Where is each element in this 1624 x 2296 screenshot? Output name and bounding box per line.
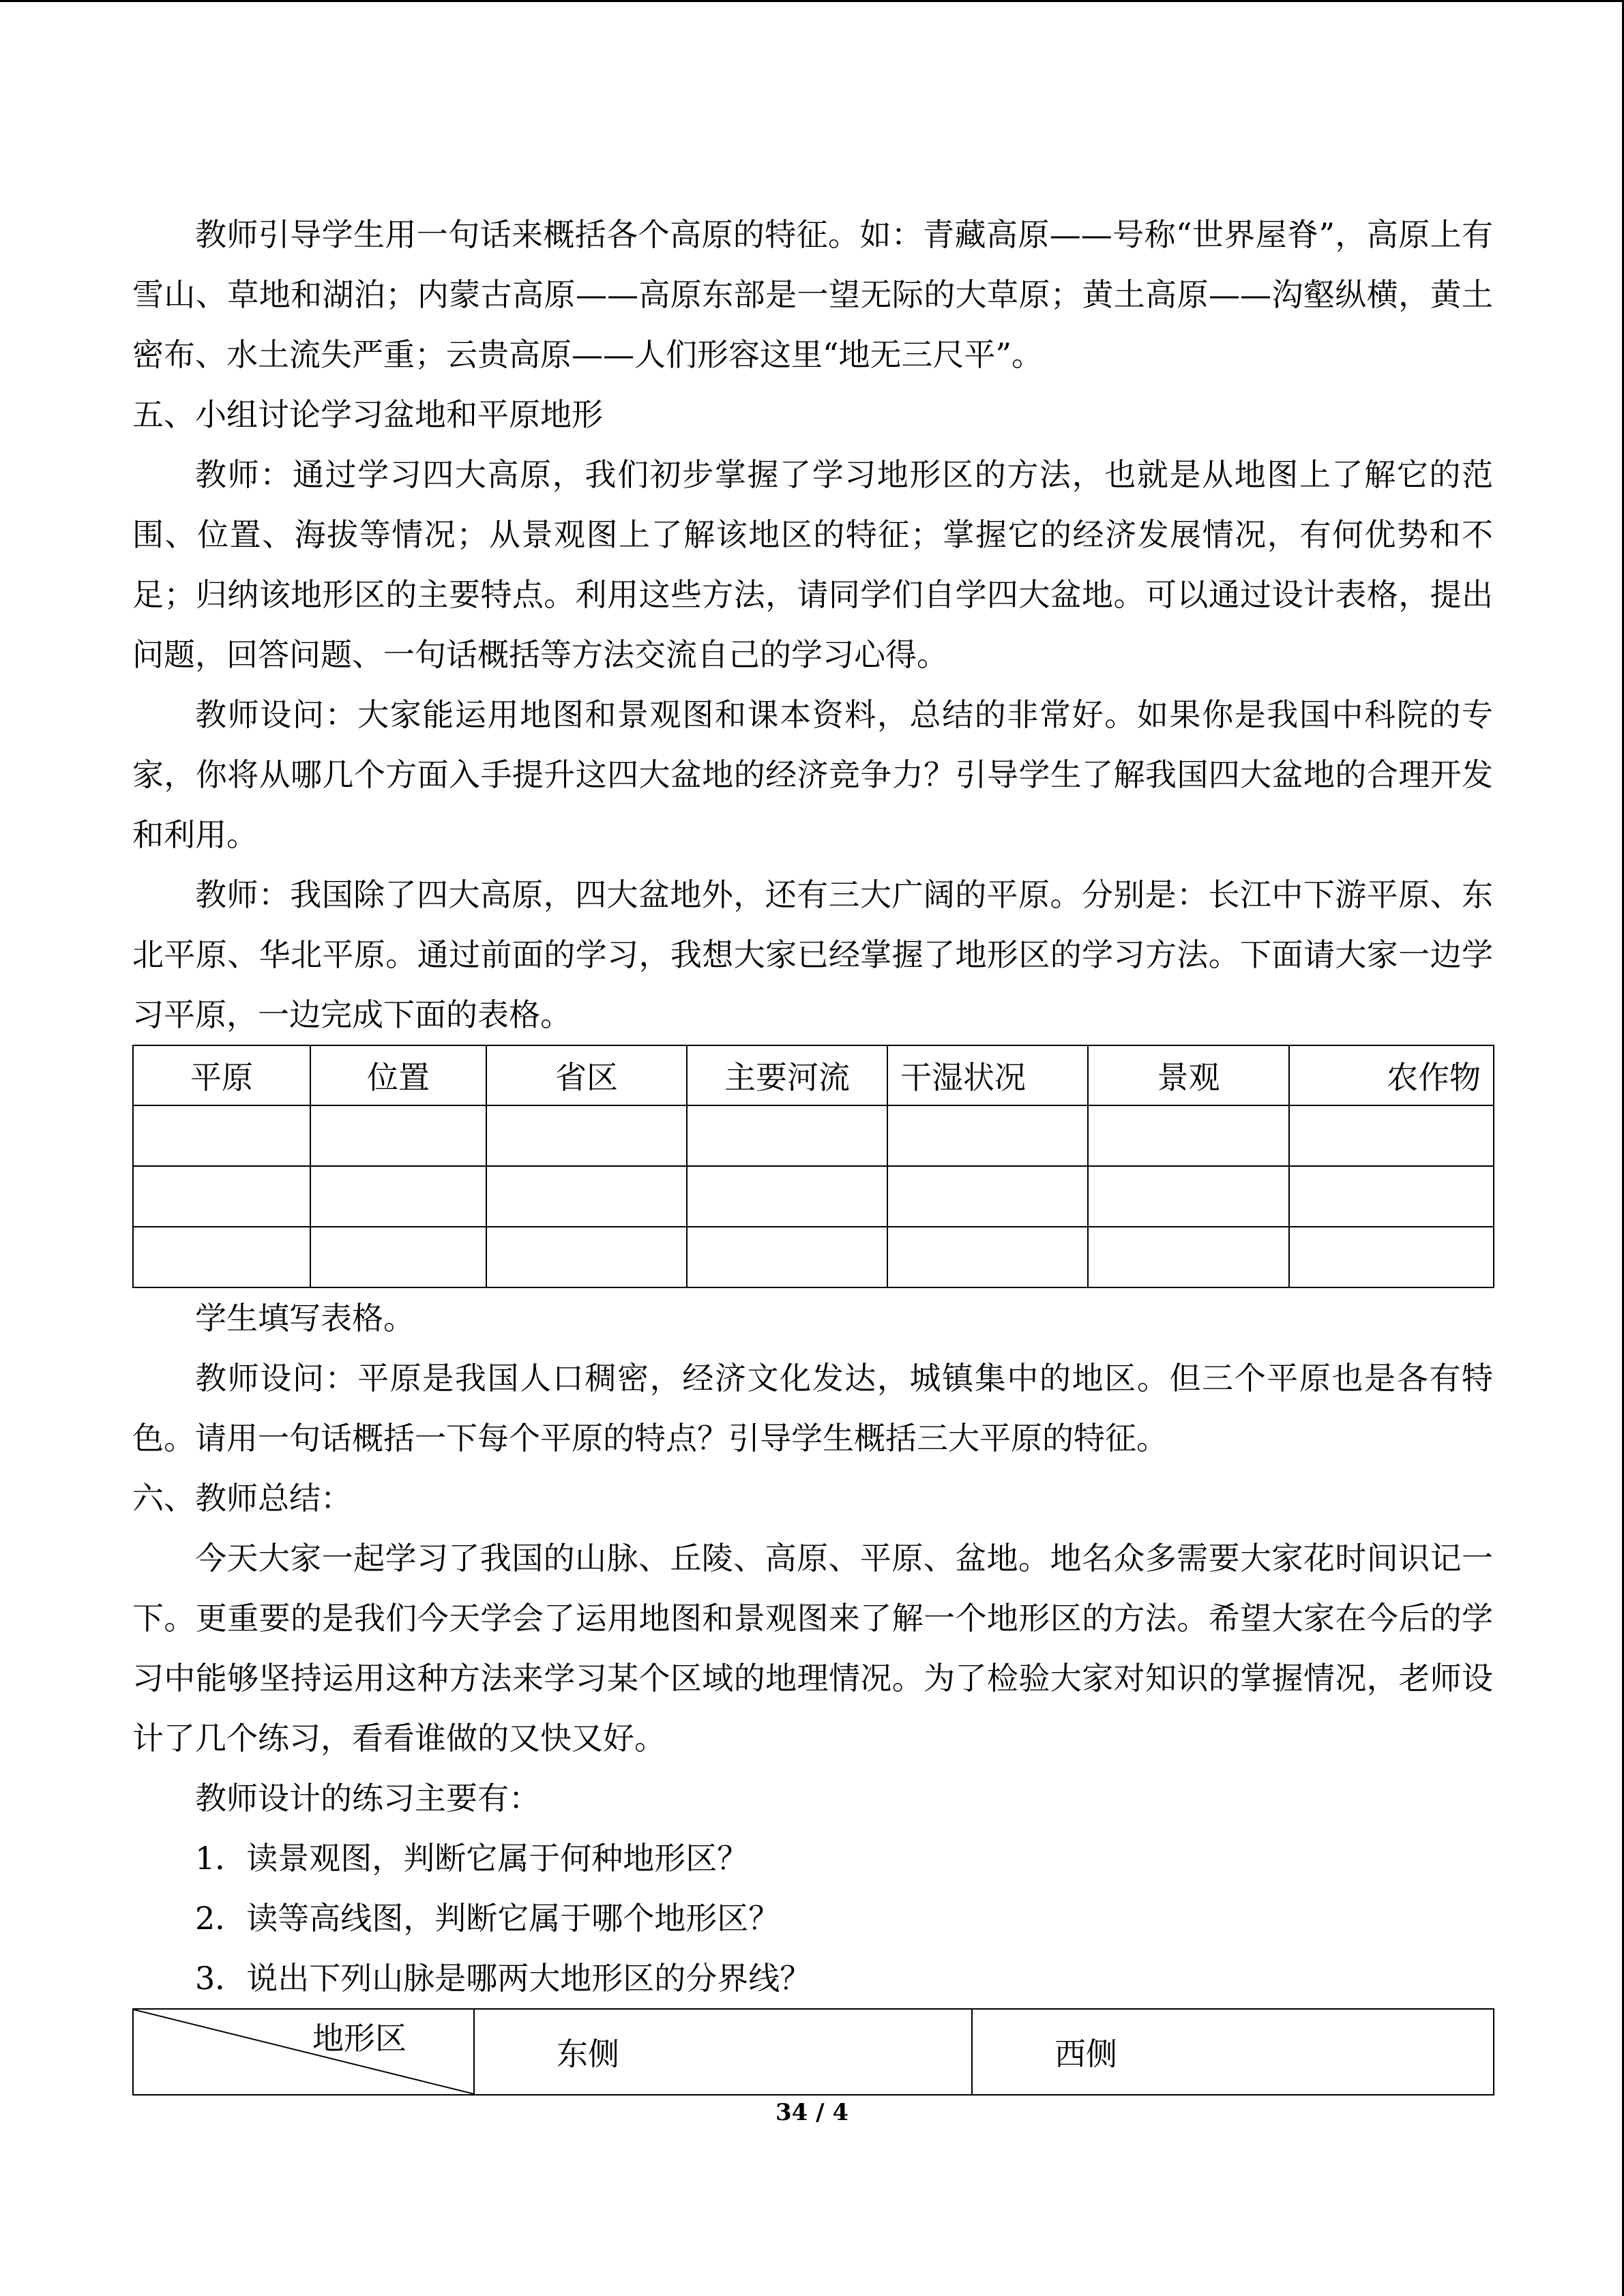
- header-cell-crops: 农作物: [1289, 1045, 1494, 1105]
- table-cell[interactable]: [687, 1166, 887, 1227]
- paragraph-exercises-intro: 教师设计的练习主要有：: [195, 1780, 540, 1817]
- section-6-heading: 六、教师总结：: [132, 1480, 352, 1517]
- document-body: [132, 205, 1493, 2096]
- table-cell[interactable]: [133, 1166, 310, 1227]
- paragraph-plateau-summary: 教师引导学生用一句话来概括各个高原的特征。如：青藏高原——号称“世界屋脊”，高原上有雪山、草地和湖泊；内蒙古高原——高原东部是一望无际的大草原；黄土高原——沟壑纵横，黄土密布、水土流失严重；云贵高原——人们形容这里“地无三尺平”。: [132, 216, 1493, 373]
- top-border-line: [0, 0, 1624, 2]
- mountain-ranges-table: [132, 2008, 1494, 2096]
- diagonal-line: [134, 2010, 475, 2094]
- table-cell[interactable]: [310, 1227, 486, 1287]
- header-cell-east: 东侧: [474, 2009, 972, 2095]
- table-row: [133, 1105, 1494, 1166]
- table-cell[interactable]: [887, 1227, 1088, 1287]
- paragraph-students-fill: 学生填写表格。: [195, 1300, 415, 1337]
- table-cell[interactable]: [486, 1166, 687, 1227]
- exercise-2: 2．读等高线图，判断它属于哪个地形区？: [195, 1900, 780, 1937]
- header-cell-plain: 平原: [133, 1045, 310, 1105]
- corner-label: 地形区: [312, 2020, 407, 2057]
- table-cell[interactable]: [1289, 1166, 1494, 1227]
- table-cell[interactable]: [486, 1105, 687, 1166]
- diagonal-header-cell: [133, 2009, 474, 2095]
- exercise-1: 1．读景观图，判断它属于何种地形区？: [195, 1840, 749, 1877]
- page-number: 34 / 4: [775, 2099, 849, 2126]
- ranges-header-row: [133, 2009, 1494, 2095]
- table-cell[interactable]: [887, 1105, 1088, 1166]
- paragraph-method: 教师：通过学习四大高原，我们初步掌握了学习地形区的方法，也就是从地图上了解它的范围、位置、海拔等情况；从景观图上了解该地区的特征；掌握它的经济发展情况，有何优势和不足；归纳该地形区的主要特点。利用这些方法，请同学们自学四大盆地。可以通过设计表格，提出问题，回答问题、一句话概括等方法交流自己的学习心得。: [132, 456, 1493, 673]
- table-cell[interactable]: [133, 1227, 310, 1287]
- plains-table-header-row: [133, 1045, 1494, 1105]
- header-cell-river: 主要河流: [687, 1045, 887, 1105]
- table-cell[interactable]: [310, 1105, 486, 1166]
- paragraph-summary: 今天大家一起学习了我国的山脉、丘陵、高原、平原、盆地。地名众多需要大家花时间识记一下。更重要的是我们今天学会了运用地图和景观图来了解一个地形区的方法。希望大家在今后的学习中能够坚持运用这种方法来学习某个区域的地理情况。为了检验大家对知识的掌握情况，老师设计了几个练习，看看谁做的又快又好。: [132, 1540, 1493, 1757]
- table-cell[interactable]: [687, 1227, 887, 1287]
- table-cell[interactable]: [1289, 1105, 1494, 1166]
- plains-table: [132, 1045, 1494, 1288]
- exercise-3: 3．说出下列山脉是哪两大地形区的分界线？: [195, 1960, 812, 1997]
- table-cell[interactable]: [1088, 1105, 1289, 1166]
- table-cell[interactable]: [1088, 1227, 1289, 1287]
- table-cell[interactable]: [687, 1105, 887, 1166]
- header-cell-west: 西侧: [972, 2009, 1494, 2095]
- table-row: [133, 1166, 1494, 1227]
- table-row: [133, 1227, 1494, 1287]
- header-cell-humidity: 干湿状况: [887, 1045, 1088, 1105]
- paragraph-basin-question: 教师设问：大家能运用地图和景观图和课本资料，总结的非常好。如果你是我国中科院的专家，你将从哪几个方面入手提升这四大盆地的经济竞争力？引导学生了解我国四大盆地的合理开发和利用。: [132, 696, 1493, 853]
- section-5-heading: 五、小组讨论学习盆地和平原地形: [132, 396, 603, 433]
- table-cell[interactable]: [310, 1166, 486, 1227]
- table-cell[interactable]: [1289, 1227, 1494, 1287]
- header-cell-location: 位置: [310, 1045, 486, 1105]
- table-cell[interactable]: [887, 1166, 1088, 1227]
- paragraph-plains-question: 教师设问：平原是我国人口稠密，经济文化发达，城镇集中的地区。但三个平原也是各有特色。请用一句话概括一下每个平原的特点？引导学生概括三大平原的特征。: [132, 1360, 1493, 1457]
- header-cell-landscape: 景观: [1088, 1045, 1289, 1105]
- table-cell[interactable]: [1088, 1166, 1289, 1227]
- table-cell[interactable]: [133, 1105, 310, 1166]
- header-cell-province: 省区: [486, 1045, 687, 1105]
- table-cell[interactable]: [486, 1227, 687, 1287]
- paragraph-plains-intro: 教师：我国除了四大高原，四大盆地外，还有三大广阔的平原。分别是：长江中下游平原、东北平原、华北平原。通过前面的学习，我想大家已经掌握了地形区的学习方法。下面请大家一边学习平原，一边完成下面的表格。: [132, 876, 1493, 1033]
